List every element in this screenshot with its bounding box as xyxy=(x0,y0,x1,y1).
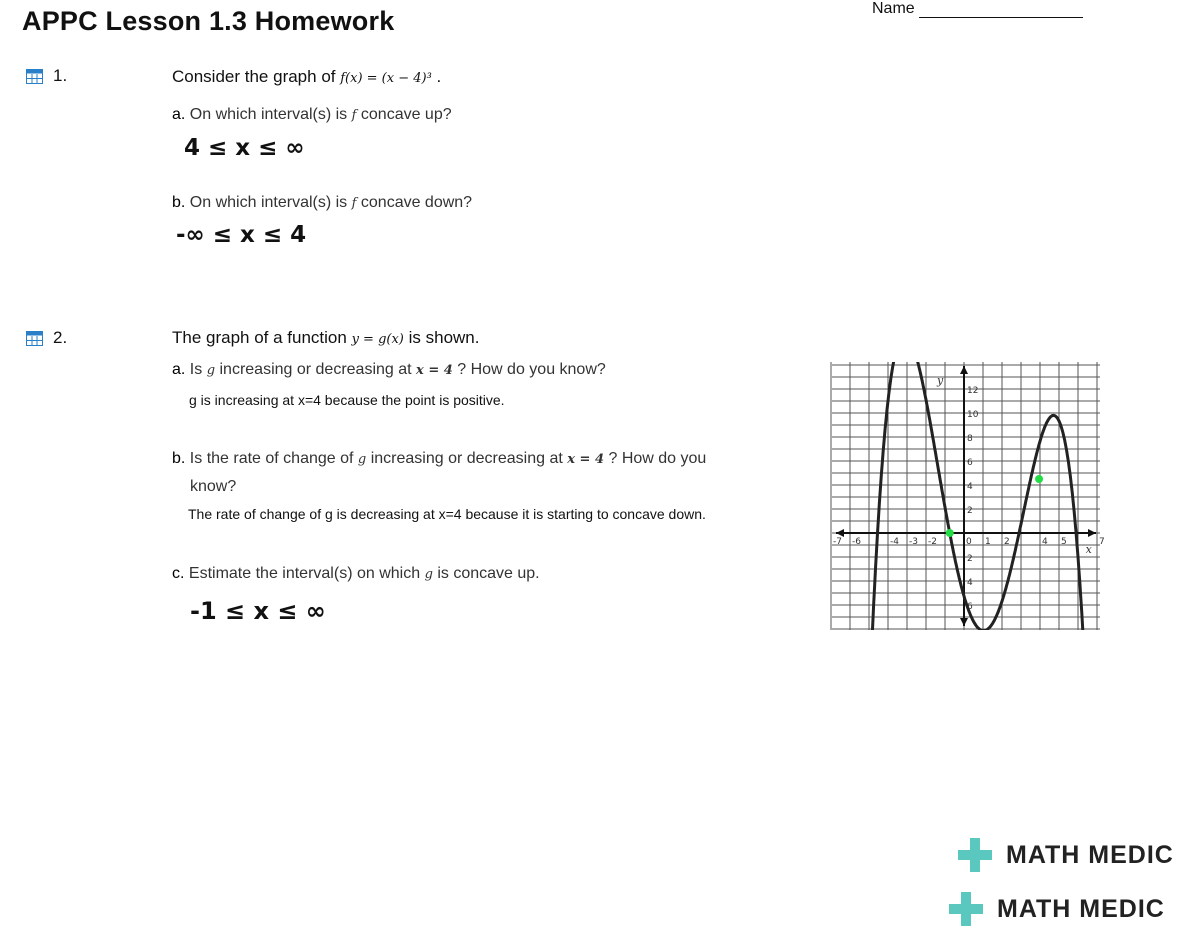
q1b-handwritten-text: -∞ ≤ x ≤ 4 xyxy=(176,222,307,248)
q2a-text-before: Is xyxy=(189,361,203,378)
q1b-math: f xyxy=(351,196,357,211)
q1b-text-after: concave down? xyxy=(360,194,473,211)
q2b-text-before: Is the rate of change of xyxy=(189,450,354,467)
q2a-typed-answer: g is increasing at x=4 because the point is positive. xyxy=(189,392,505,408)
q1b-text-before: On which interval(s) is xyxy=(189,194,348,211)
q1-prompt xyxy=(172,67,441,87)
highlight-point xyxy=(946,529,954,537)
q2b-typed-answer: The rate of change of g is decreasing at x=4 because it is starting to concave down. xyxy=(188,506,706,522)
x-tick-label: -3 xyxy=(909,537,918,547)
q2b-math-1: g xyxy=(357,452,367,467)
q2c-math: g xyxy=(424,567,433,582)
q1b-question xyxy=(172,194,472,212)
q1a-handwritten-text: 4 ≤ x ≤ ∞ xyxy=(184,135,305,161)
x-tick-label: -6 xyxy=(852,537,861,547)
highlight-point xyxy=(1035,475,1043,483)
brand-text-2: MATH MEDIC xyxy=(997,894,1165,923)
q1-prompt-end: . xyxy=(436,67,442,86)
x-tick-label: -2 xyxy=(928,537,937,547)
x-tick-label: -4 xyxy=(890,537,899,547)
name-field[interactable] xyxy=(872,0,1083,18)
y-tick-label: 6 xyxy=(967,602,973,612)
name-underline xyxy=(919,3,1083,18)
q2b-math-2: x = 4 xyxy=(567,452,605,467)
q1a-text-after: concave up? xyxy=(360,106,452,123)
calculator-icon[interactable] xyxy=(26,69,43,84)
function-curve xyxy=(865,334,1089,814)
q2c-text-before: Estimate the interval(s) on which xyxy=(188,565,421,582)
medical-cross-icon xyxy=(958,838,992,872)
y-tick-label: 2 xyxy=(967,506,973,516)
q2b-letter: b. xyxy=(172,450,186,467)
function-graph xyxy=(832,362,1105,630)
x-tick-label: -7 xyxy=(833,537,842,547)
q2a-math-2: x = 4 xyxy=(416,363,453,378)
q1-prompt-text: Consider the graph of xyxy=(172,67,336,86)
y-axis-arrow-down xyxy=(960,618,968,626)
question-2-number xyxy=(26,328,67,348)
x-axis-arrow-right xyxy=(1088,529,1096,537)
x-tick-label: 5 xyxy=(1061,537,1067,547)
q2a-letter: a. xyxy=(172,361,186,378)
q2b-question xyxy=(172,450,706,468)
brand-logo-2 xyxy=(949,892,1165,926)
x-axis-label: x xyxy=(1085,543,1092,556)
y-tick-label: 12 xyxy=(967,386,979,396)
q2b-text-mid: increasing or decreasing at xyxy=(370,450,563,467)
name-label: Name xyxy=(872,0,915,17)
q2c-text-after: is concave up. xyxy=(437,565,540,582)
y-axis-arrow-up xyxy=(960,366,968,374)
page-title: APPC Lesson 1.3 Homework xyxy=(22,6,395,36)
q2b-text-after: ? How do you xyxy=(608,450,707,467)
q2-prompt-math: y = g(x) xyxy=(351,332,404,347)
q2a-question xyxy=(172,361,606,379)
q2b-question-cont: know? xyxy=(190,478,237,495)
q2a-text-after: ? How do you know? xyxy=(457,361,606,378)
x-tick-label: 1 xyxy=(985,537,991,547)
q2c-handwritten-text: -1 ≤ x ≤ ∞ xyxy=(190,597,326,625)
x-tick-label: 4 xyxy=(1042,537,1048,547)
q1a-text-before: On which interval(s) is xyxy=(189,106,348,123)
medical-cross-icon xyxy=(949,892,983,926)
x-axis-arrow-left xyxy=(836,529,844,537)
q1a-handwritten-answer xyxy=(184,133,344,165)
q1b-handwritten-answer xyxy=(176,220,346,252)
q2-number-text: 2. xyxy=(53,328,68,347)
y-tick-label: 4 xyxy=(967,578,973,588)
q2c-letter: c. xyxy=(172,565,185,582)
q2-prompt xyxy=(172,328,480,348)
q1-number-text: 1. xyxy=(53,66,68,85)
x-tick-label: 7 xyxy=(1099,537,1105,547)
x-tick-label: 2 xyxy=(1004,537,1010,547)
q1a-letter: a. xyxy=(172,106,186,123)
y-tick-label: 2 xyxy=(967,554,973,564)
y-tick-label: 6 xyxy=(967,458,973,468)
y-tick-label: 8 xyxy=(967,434,973,444)
q1-prompt-math: f(x) = (x − 4)³ xyxy=(340,71,432,86)
question-1-number xyxy=(26,66,67,86)
brand-text-1: MATH MEDIC xyxy=(1006,840,1174,869)
q1a-math: f xyxy=(351,108,357,123)
calculator-icon[interactable] xyxy=(26,331,43,346)
q2-prompt-before: The graph of a function xyxy=(172,328,347,347)
q2a-math-1: g xyxy=(206,363,216,378)
y-axis-label: y xyxy=(937,374,944,387)
q2c-question xyxy=(172,565,540,583)
brand-logo-1 xyxy=(958,838,1174,872)
y-tick-label: 4 xyxy=(967,482,973,492)
q1a-question xyxy=(172,106,452,124)
q2c-handwritten-answer xyxy=(190,595,380,629)
q2-prompt-after: is shown. xyxy=(408,328,480,347)
x-tick-label: 0 xyxy=(966,537,972,547)
y-tick-label: 10 xyxy=(967,410,979,420)
q2a-text-mid: increasing or decreasing at xyxy=(219,361,412,378)
q1b-letter: b. xyxy=(172,194,186,211)
